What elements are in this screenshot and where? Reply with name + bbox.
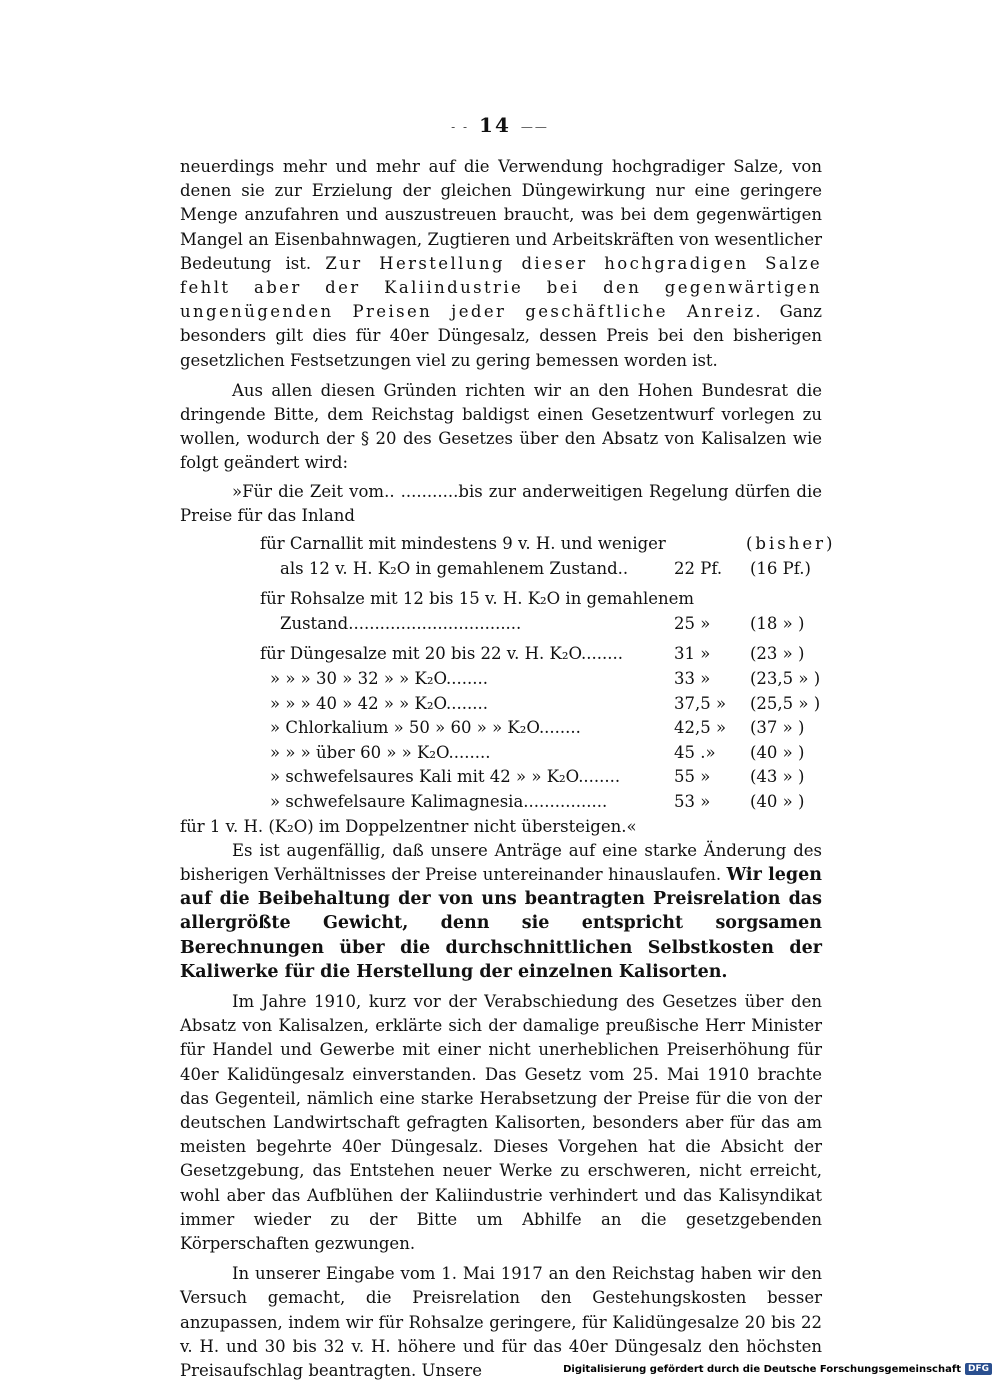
table-row	[180, 741, 822, 766]
footer-text: Digitalisierung gefördert durch die Deutsche Forschungsgemeinschaft	[563, 1363, 961, 1375]
row-value: 42,5 »	[674, 718, 727, 738]
row-label: » schwefelsaure Kalimagnesia................	[270, 791, 608, 811]
paragraph-petition: In unserer Eingabe vom 1. Mai 1917 an den Reichstag haben wir den Versuch gemacht, die Preisrelation den Gestehungskosten besser anzupassen, indem wir für Rohsalze geringere, für Kalidüngesalze 20 bis 22 v. H. und 30 bis 32 v. H. höhere und für das 40er Düngesalz den höchsten Preisaufschlag beantragten. Unsere	[180, 1264, 822, 1381]
paragraph-request: Aus allen diesen Gründen richten wir an den Hohen Bundesrat die dringende Bitte, dem Reichstag baldigst einen Gesetzentwurf vorlegen zu wollen, wodurch der § 20 des Gesetzes über den Absatz von Kalisalzen wie folgt geändert wird:	[180, 380, 822, 473]
row-value: 31 »	[674, 644, 711, 664]
row-prev: (25,5 » )	[750, 693, 821, 713]
row-value: 25 »	[674, 613, 711, 633]
table-row	[180, 667, 822, 692]
table-row	[180, 692, 822, 717]
row-label: für Düngesalze mit 20 bis 22 v. H. K₂O........	[260, 644, 623, 664]
row-value: 53 »	[674, 791, 711, 811]
row-value: 33 »	[674, 669, 711, 689]
row-prev: (18 » )	[750, 613, 805, 633]
page-number: - - 14 ——	[451, 113, 549, 137]
row-prev: (40 » )	[750, 791, 805, 811]
row-value: 37,5 »	[674, 693, 727, 713]
paragraph-intro-part3: Ganz besonders gilt dies für 40er Düngesalz, dessen Preis bei den bisherigen gesetzlichen Festsetzungen viel zu gering bemessen worden ist.	[180, 302, 822, 370]
paragraph-intro	[180, 155, 822, 373]
row-value: 55 »	[674, 767, 711, 787]
paragraph-intro-spaced: Zur Herstellung dieser hochgradigen Salze fehlt aber der Kaliindustrie bei den gegenwärtigen ungenügenden Preisen jeder geschäftliche Anreiz.	[180, 253, 823, 322]
paragraph-quote-intro: »Für die Zeit vom.. ...........bis zur anderweitigen Regelung dürfen die Preise für das Inland	[180, 481, 822, 525]
row-prev: (23 » )	[750, 644, 805, 664]
row-label: » Chlorkalium » 50 » 60 » » K₂O........	[270, 718, 581, 738]
row-label: Zustand.................................	[280, 613, 522, 633]
table-row	[180, 790, 822, 815]
row-prev: (40 » )	[750, 742, 805, 762]
paragraph-intro-part1: neuerdings mehr und mehr auf die Verwendung hochgradiger Salze, von denen sie zur Erzielung der gleichen Düngewirkung nur eine geringere Menge anzufahren und auszustreuen braucht, was bei dem gegenwärtigen Mangel an Eisenbahnwagen, Zugtieren und Arbeitskräften von wesentlicher Bedeutung ist.	[180, 157, 822, 273]
paragraph-relation-normal: Es ist augenfällig, daß unsere Anträge auf eine starke Änderung des bisherigen Verhältnisses der Preise untereinander hinauslaufen.	[180, 840, 822, 884]
paragraph-relation-bold: Wir legen auf die Beibehaltung der von uns beantragten Preisrelation das allergrößte Gewicht, denn sie entspricht sorgsamen Berechnungen über die durchschnittlichen Selbstkosten der Kaliwerke für die Herstellung der einzelnen Kalisorten.	[180, 864, 823, 982]
row-label: » » » 30 » 32 » » K₂O........	[270, 669, 488, 689]
row-prev: (16 Pf.)	[750, 558, 811, 578]
page-number-value: 14	[479, 113, 511, 137]
table-row	[180, 557, 822, 582]
table-row	[180, 532, 836, 557]
footer-credit	[563, 1363, 992, 1375]
table-row	[180, 716, 822, 741]
table-row	[180, 587, 822, 612]
row-label: für Carnallit mit mindestens 9 v. H. und weniger	[260, 534, 666, 554]
paragraph-history: Im Jahre 1910, kurz vor der Verabschiedung des Gesetzes über den Absatz von Kalisalzen, erklärte sich der damalige preußische Herr Minister für Handel und Gewerbe mit einer nicht unerheblichen Preiserhöhung für 40er Kalidüngesalz einverstanden. Das Gesetz vom 25. Mai 1910 brachte das Gegenteil, nämlich eine starke Herabsetzung der Preise für die von der deutschen Landwirtschaft gefragten Kalisorten, besonders aber für das am meisten begehrte 40er Düngesalz. Dieses Vorgehen hat die Absicht der Gesetzgebung, das Entstehen neuer Werke zu erschweren, nicht erreicht, wohl aber das Aufblühen der Kaliindustrie verhindert und das Kalisyndikat immer wieder zu der Bitte um Abhilfe an die gesetzgebenden Körperschaften gezwungen.	[180, 992, 822, 1254]
header-prev: (bisher)	[746, 534, 836, 554]
row-label: für Rohsalze mit 12 bis 15 v. H. K₂O in gemahlenem	[260, 589, 695, 609]
row-prev: (37 » )	[750, 718, 805, 738]
row-label: » » » über 60 » » K₂O........	[270, 742, 491, 762]
paragraph-relation	[180, 839, 822, 984]
table-closing: für 1 v. H. (K₂O) im Doppelzentner nicht übersteigen.«	[180, 816, 637, 836]
table-row	[180, 765, 822, 790]
page-body	[180, 155, 836, 1383]
row-label: » » » 40 » 42 » » K₂O........	[270, 693, 488, 713]
row-label: » schwefelsaures Kali mit 42 » » K₂O........	[270, 767, 621, 787]
table-row	[180, 642, 822, 667]
price-table	[180, 532, 836, 815]
dfg-logo: DFG	[965, 1363, 992, 1375]
row-value: 22 Pf.	[674, 558, 723, 578]
row-value: 45 .»	[674, 742, 716, 762]
row-prev: (43 » )	[750, 767, 805, 787]
row-label: als 12 v. H. K₂O in gemahlenem Zustand..	[280, 558, 629, 578]
table-row	[180, 612, 822, 637]
row-prev: (23,5 » )	[750, 669, 821, 689]
